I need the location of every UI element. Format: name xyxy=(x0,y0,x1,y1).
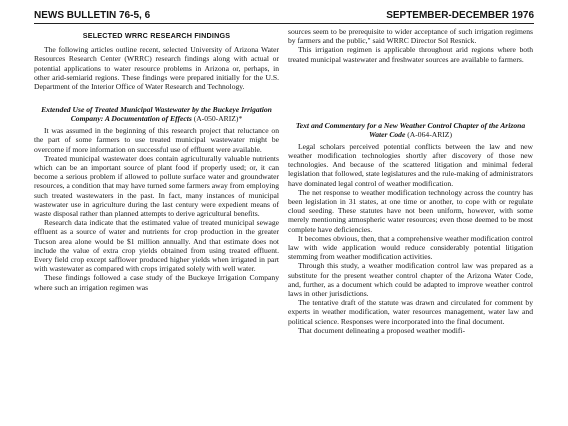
article-2-paragraph: Through this study, a weather modification control law was prepared as a substitute for the present weather control chapter of the Arizona Water Code, and, further, as a document which could be adapted to improve weather control laws in other jurisdictions. xyxy=(288,261,533,299)
article-1-code: (A-050-ARIZ)* xyxy=(193,114,243,124)
intro-paragraph: The following articles outline recent, selected University of Arizona Water Resources Research Center (WRRC) research findings along with actual or potential applications to water resource problems in Arizona or, perhaps, in other arid-semiarid regions. These findings were prepared initially for the U.S. Department of the Interior Office of Water Research and Technology. xyxy=(34,45,279,92)
continuation-paragraph: This irrigation regimen is applicable throughout arid regions where both treated municipal wastewater and freshwater sources are available to farmers. xyxy=(288,45,533,64)
article-2-code: (A-064-ARIZ) xyxy=(407,129,452,139)
page-header xyxy=(34,9,534,23)
article-1-paragraph: It was assumed in the beginning of this research project that reluctance on the part of some farmers to use treated municipal wastewater might be overcome if more information on successful use of effluent were available. xyxy=(34,126,279,154)
continuation-paragraph: sources seem to be prerequisite to wider acceptance of such irrigation regimens by farmers and the public," said WRRC Director Sol Resnick. xyxy=(288,27,533,46)
bulletin-number: NEWS BULLETIN 76-5, 6 xyxy=(34,10,151,21)
article-1-title xyxy=(34,105,279,123)
article-2-title xyxy=(288,121,533,139)
article-1-paragraph: These findings followed a case study of the Buckeye Irrigation Company where such an irrigation regimen was xyxy=(34,273,279,292)
left-column xyxy=(34,27,279,292)
header-rule xyxy=(34,23,534,24)
article-2-paragraph: Legal scholars perceived potential conflicts between the law and new weather modification technologies shortly after discovery of those new technologies. And because of the scattered litigation and minimal federal legislation that followed, state legislatures and the rule-making of administrators have dominated legal control of weather modification. xyxy=(288,141,533,188)
bulletin-date: SEPTEMBER-DECEMBER 1976 xyxy=(386,10,534,21)
article-2-title-text: Text and Commentary for a New Weather Control Chapter of the Arizona Water Code xyxy=(295,120,526,139)
article-1-paragraph: Research data indicate that the estimated value of treated municipal sewage effluent as a source of water and nutrients for crop production in the greater Tucson area alone would be $1 million annually. And that estimate does not include the value of extra crop yields obtained from using treated effluent. Every field crop except safflower produced higher yields when irrigated in part with wastewater as compared with crops irrigated solely with well water. xyxy=(34,218,279,274)
article-2-paragraph: The net response to weather modification technology across the country has been legislation in 31 states, at one time or another, to cope with or regulate cloud seeding. These statutes have not been uniform, however, with some merely mentioning atmospheric water resources; even those deemed to be most complete have deficiencies. xyxy=(288,187,533,234)
article-2-paragraph: The tentative draft of the statute was drawn and circulated for comment by experts in weather modification, water resources management, water law and political science. Responses were incorporated into the final document. xyxy=(288,298,533,326)
article-1-title-text: Extended Use of Treated Municipal Wastewater by the Buckeye Irrigation Company: A Documentation of Effects xyxy=(41,105,272,124)
right-column xyxy=(288,27,533,335)
article-1-paragraph: Treated municipal wastewater does contain agriculturally valuable nutrients which can be an important source of plant food if properly used; or, it can become a serious problem if allowed to pollute surface water and groundwater resources, a condition that may have turned some farmers away from employing such treated wastewaters in the past. In fact, many instances of municipal wastewater use in agriculture during the last century were expedient means of waste disposal rather than planned attempts to derive agricultural benefits. xyxy=(34,153,279,219)
article-2-paragraph: It becomes obvious, then, that a comprehensive weather modification control law with wide application would reduce considerably potential litigation stemming from weather modification activities. xyxy=(288,233,533,262)
article-2-paragraph: That document delineating a proposed weather modifi- xyxy=(298,325,466,335)
section-title: SELECTED WRRC RESEARCH FINDINGS xyxy=(82,31,231,40)
